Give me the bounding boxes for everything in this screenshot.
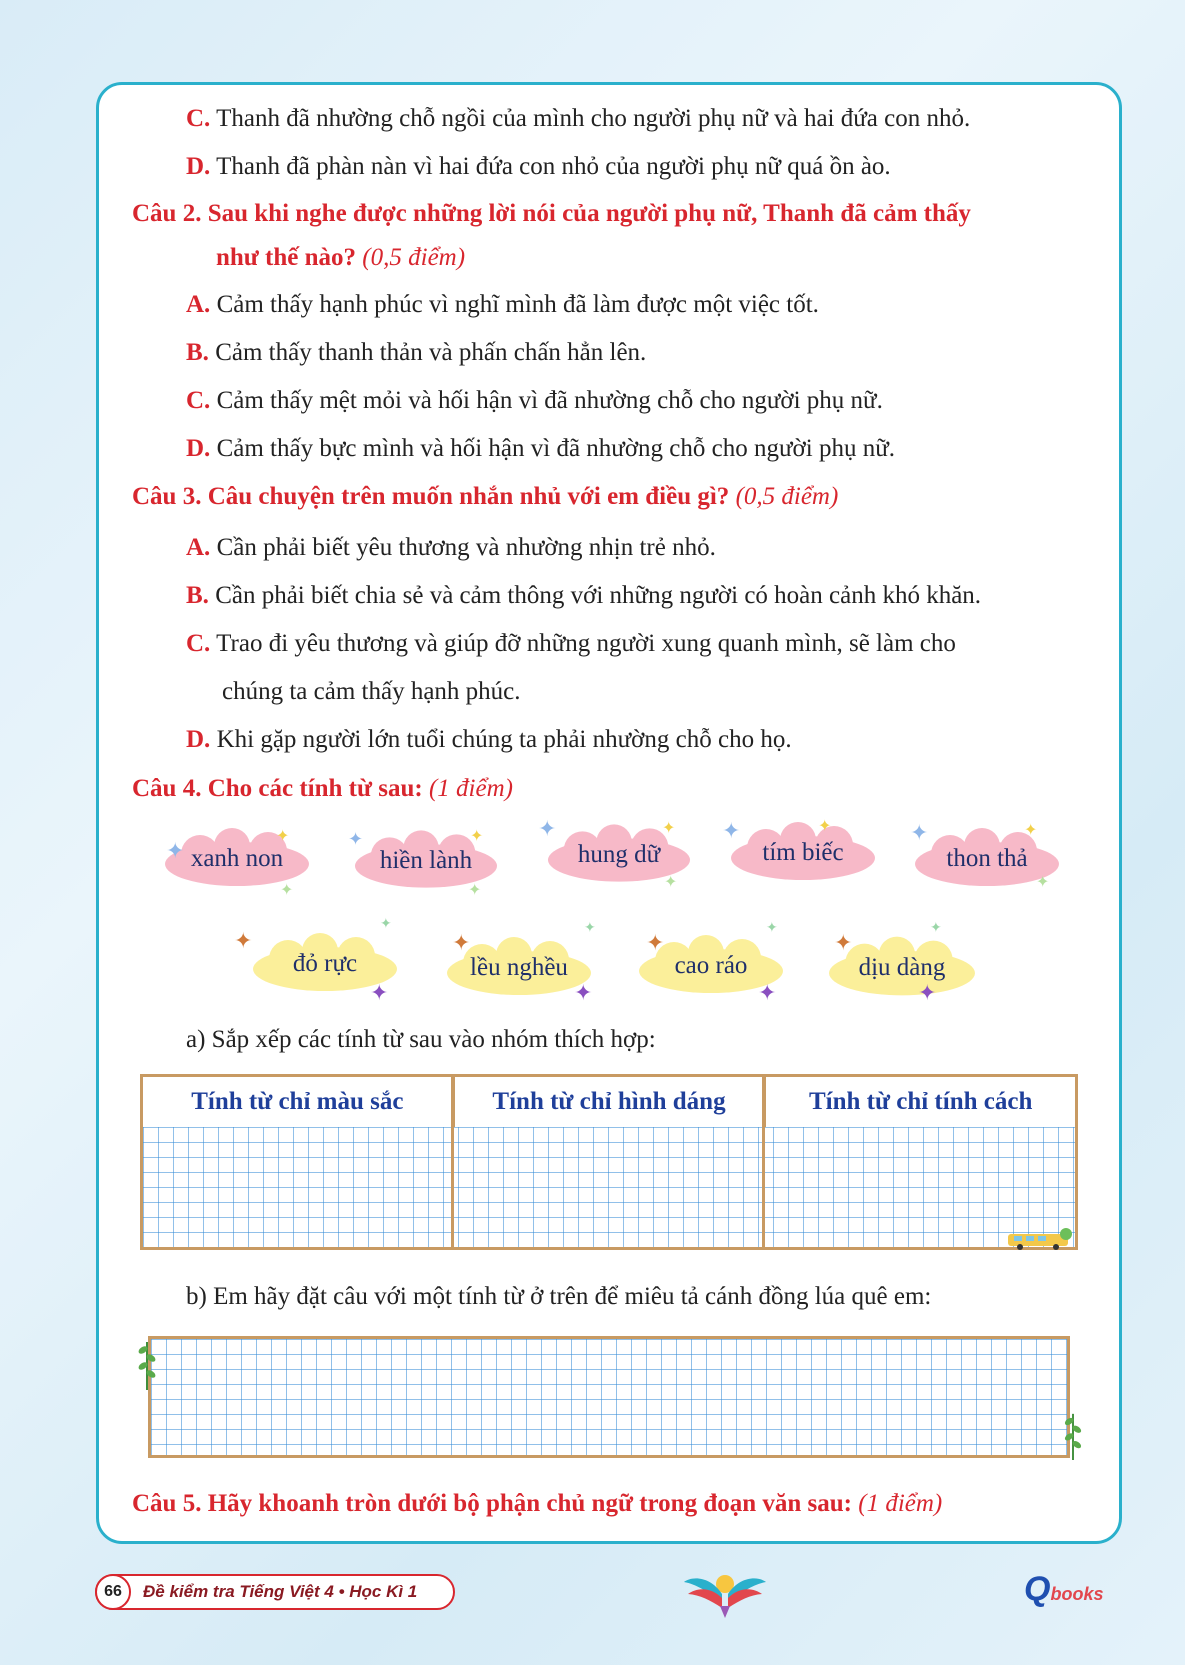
header-character-adjectives: Tính từ chỉ tính cách — [808, 1088, 1033, 1115]
table-header-row — [143, 1077, 1075, 1130]
sparkle-icon: ✦ — [276, 828, 290, 845]
q2-title-line1: Câu 2. Sau khi nghe được những lời nói của người phụ nữ, Thanh đã cảm thấy — [132, 200, 971, 227]
adjective-word: lều nghều — [470, 954, 568, 981]
wings-logo-icon — [682, 1568, 768, 1620]
sparkle-icon: ✦ — [758, 980, 777, 1005]
q4-part-a: a) Sắp xếp các tính từ sau vào nhóm thích hợp: — [186, 1026, 656, 1053]
adjective-word: hiền lành — [379, 847, 473, 874]
sparkle-icon: ✦ — [370, 980, 389, 1005]
q2-option-c[interactable]: C. Cảm thấy mệt mỏi và hối hận vì đã nhường chỗ cho người phụ nữ. — [186, 387, 883, 414]
sparkle-icon: ✦ — [468, 882, 482, 899]
sparkle-icon: ✦ — [574, 980, 593, 1005]
q2-title-line2: như thế nào? (0,5 điểm) — [216, 244, 466, 271]
q4-points: (1 điểm) — [428, 775, 513, 802]
sparkle-icon: ✦ — [646, 930, 665, 955]
leaf-branch-icon — [1062, 1410, 1084, 1460]
sparkle-icon: ✦ — [538, 816, 557, 841]
leaf-branch-icon — [136, 1338, 158, 1390]
sparkle-icon: ✦ — [818, 818, 832, 835]
adjective-word: tím biếc — [762, 839, 844, 866]
q5-points: (1 điểm) — [858, 1490, 943, 1517]
q2-option-d[interactable]: D. Cảm thấy bực mình và hối hận vì đã nhường chỗ cho người phụ nữ. — [186, 435, 896, 462]
q1-option-c[interactable]: C. Thanh đã nhường chỗ ngồi của mình cho người phụ nữ và hai đứa con nhỏ. — [186, 105, 971, 132]
adjective-word: đỏ rực — [292, 950, 358, 977]
sparkle-icon: ✦ — [234, 928, 253, 953]
q3-points: (0,5 điểm) — [735, 483, 839, 510]
adjective-word: cao ráo — [674, 952, 748, 979]
q2-option-b[interactable]: B. Cảm thấy thanh thản và phấn chấn hẳn lên. — [186, 339, 647, 366]
sparkle-icon: ✦ — [834, 930, 853, 955]
column-divider — [451, 1077, 454, 1247]
page-number: 66 — [95, 1574, 131, 1610]
q4-title: Câu 4. Cho các tính từ sau: (1 điểm) — [132, 775, 513, 802]
sparkle-icon: ✦ — [662, 820, 676, 837]
sparkle-icon: ✦ — [1024, 822, 1038, 839]
sparkle-icon: ✦ — [1036, 874, 1050, 891]
footer-book-title — [95, 1574, 455, 1610]
q3-option-c-continued: chúng ta cảm thấy hạnh phúc. — [222, 678, 521, 705]
sparkle-icon: ✦ — [584, 921, 596, 936]
answer-grid-area-a[interactable] — [143, 1127, 1075, 1247]
q3-option-c[interactable]: C. Trao đi yêu thương và giúp đỡ những người xung quanh mình, sẽ làm cho — [186, 630, 956, 657]
sparkle-icon: ✦ — [348, 829, 364, 849]
q5-title: Câu 5. Hãy khoanh tròn dưới bộ phận chủ ngữ trong đoạn văn sau: (1 điểm) — [132, 1490, 943, 1517]
sparkle-icon: ✦ — [280, 882, 294, 899]
publisher-logo: Qbooks — [1024, 1570, 1104, 1608]
adjective-cloud-tim-biec — [728, 820, 878, 886]
adjective-word: dịu dàng — [858, 954, 946, 981]
q3-option-a[interactable]: A. Cần phải biết yêu thương và nhường nhịn trẻ nhỏ. — [186, 534, 716, 561]
adjective-sorting-table — [140, 1074, 1078, 1250]
bus-illustration-icon — [1004, 1226, 1076, 1250]
column-divider — [762, 1077, 765, 1247]
q3-option-b[interactable]: B. Cần phải biết chia sẻ và cảm thông với những người có hoàn cảnh khó khăn. — [186, 582, 982, 609]
sparkle-icon: ✦ — [452, 930, 471, 955]
book-title: Đề kiểm tra Tiếng Việt 4 • Học Kì 1 — [143, 1582, 418, 1601]
sparkle-icon: ✦ — [166, 838, 185, 863]
sparkle-icon: ✦ — [766, 921, 778, 936]
adjective-word: hung dữ — [577, 841, 661, 868]
q3-option-d[interactable]: D. Khi gặp người lớn tuổi chúng ta phải nhường chỗ cho họ. — [186, 726, 792, 753]
answer-grid-area-b[interactable] — [148, 1336, 1070, 1458]
q4-part-b: b) Em hãy đặt câu với một tính từ ở trên để miêu tả cánh đồng lúa quê em: — [186, 1283, 932, 1310]
q3-title: Câu 3. Câu chuyện trên muốn nhắn nhủ với em điều gì? (0,5 điểm) — [132, 483, 839, 510]
q1-option-d[interactable]: D. Thanh đã phàn nàn vì hai đứa con nhỏ của người phụ nữ quá ồn ào. — [186, 153, 891, 180]
sparkle-icon: ✦ — [918, 980, 937, 1005]
sparkle-icon: ✦ — [380, 917, 392, 932]
sparkle-icon: ✦ — [930, 921, 942, 936]
header-color-adjectives: Tính từ chỉ màu sắc — [143, 1077, 455, 1127]
q2-points: (0,5 điểm) — [362, 244, 466, 271]
adjective-word: xanh non — [190, 845, 284, 872]
q2-option-a[interactable]: A. Cảm thấy hạnh phúc vì nghĩ mình đã làm được một việc tốt. — [186, 291, 819, 318]
sparkle-icon: ✦ — [722, 818, 741, 843]
adjective-word: thon thả — [946, 845, 1028, 872]
sparkle-icon: ✦ — [910, 820, 929, 845]
sparkle-icon: ✦ — [470, 828, 484, 845]
sparkle-icon: ✦ — [664, 874, 678, 891]
header-shape-adjectives: Tính từ chỉ hình dáng — [455, 1077, 767, 1127]
